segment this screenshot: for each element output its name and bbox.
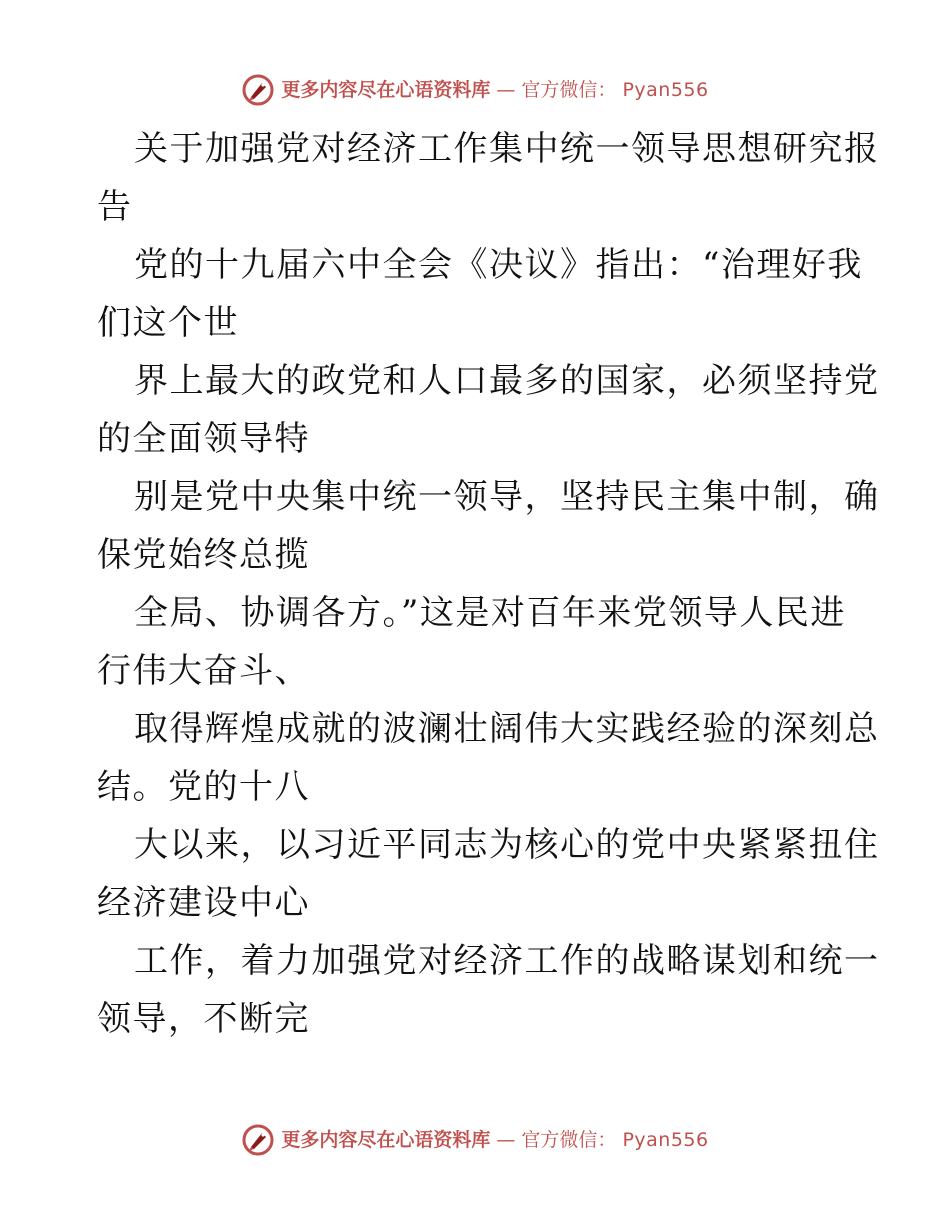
document-line: 关于加强党对经济工作集中统一领导思想研究报 [134,129,880,169]
banner-contact-label: 官方微信： [521,78,617,101]
document-line: 们这个世 [97,303,239,343]
pen-nib-logo-icon [241,73,275,107]
header-banner [0,70,950,110]
banner-separator: — [496,78,516,101]
document-line: 行伟大奋斗、 [97,651,310,691]
banner-contact-id: Pyan556 [622,1128,709,1151]
banner-contact-id: Pyan556 [622,78,709,101]
banner-contact-label: 官方微信： [521,1128,617,1151]
document-line: 党的十九届六中全会《决议》指出：“治理好我 [134,245,863,285]
document-line: 结。党的十八 [97,767,310,807]
document-line: 工作，着力加强党对经济工作的战略谋划和统一 [134,941,880,981]
document-line: 取得辉煌成就的波澜壮阔伟大实践经验的深刻总 [134,709,880,749]
document-line: 全局、协调各方。”这是对百年来党领导人民进 [134,593,846,633]
pen-nib-logo-icon [241,1123,275,1157]
document-line: 别是党中央集中统一领导，坚持民主集中制，确 [134,477,880,517]
document-line: 的全面领导特 [97,419,310,459]
document-line: 经济建设中心 [97,883,310,923]
banner-site-name: 更多内容尽在心语资料库 [281,78,491,101]
document-body [97,120,880,1048]
document-line: 大以来，以习近平同志为核心的党中央紧紧扭住 [134,825,880,865]
banner-separator: — [496,1128,516,1151]
document-line: 界上最大的政党和人口最多的国家，必须坚持党 [134,361,880,401]
document-line: 保党始终总揽 [97,535,310,575]
footer-banner [0,1120,950,1160]
banner-site-name: 更多内容尽在心语资料库 [281,1128,491,1151]
document-line: 领导，不断完 [97,999,310,1039]
document-line: 告 [97,187,133,227]
